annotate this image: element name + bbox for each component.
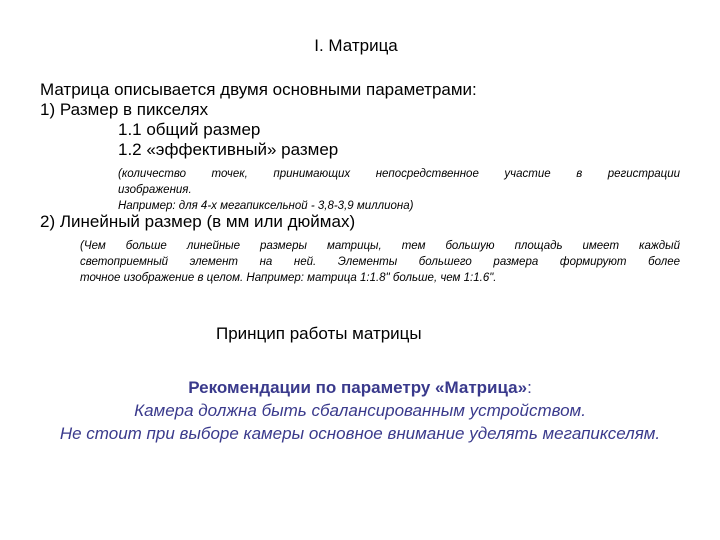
recommendation-title-bold: Рекомендации по параметру «Матрица»: [188, 378, 528, 397]
param2-note: [80, 238, 680, 286]
recommendation-line1: Камера должна быть сбалансированным устройством.: [134, 401, 586, 420]
page-title: [0, 36, 720, 56]
recommendation-line2: Не стоит при выборе камеры основное внимание уделять мегапикселям.: [59, 424, 661, 443]
param2-note-line1: (Чем больше линейные размеры матрицы, тем большую площадь имеет каждый: [80, 240, 680, 252]
param1-note-line3: Например: для 4-х мегапиксельной - 3,8-3,9 миллиона): [118, 200, 414, 212]
param1-label: 1) Размер в пикселях: [40, 100, 209, 119]
param1-note: [118, 166, 680, 214]
recommendation-title-suffix: :: [527, 378, 532, 397]
param1-note-line1: (количество точек, принимающих непосредственное участие в регистрации: [118, 168, 680, 180]
page-title-text: I. Матрица: [314, 36, 398, 55]
principle-heading: Принцип работы матрицы: [216, 324, 422, 343]
param1-sub1: 1.1 общий размер: [118, 120, 261, 139]
param2-note-line3: точное изображение в целом. Например: матрица 1:1.8" больше, чем 1:1.6".: [80, 272, 497, 284]
param1-sub2: 1.2 «эффективный» размер: [118, 140, 339, 159]
param2-label: 2) Линейный размер (в мм или дюймах): [40, 212, 356, 231]
recommendation-title: [0, 378, 720, 398]
intro-text: Матрица описывается двумя основными параметрами:: [40, 80, 477, 99]
param1-note-line2: изображения.: [118, 184, 192, 196]
param2-note-line2: светоприемный элемент на ней. Элементы большего размера формируют более: [80, 256, 680, 268]
